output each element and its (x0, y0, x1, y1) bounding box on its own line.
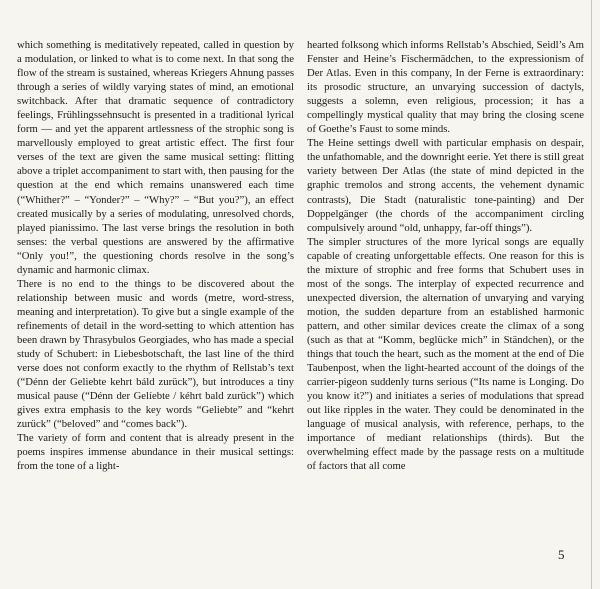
right-column (307, 38, 584, 473)
paragraph: The Heine settings dwell with particular emphasis on despair, the unfathomable, and the downright eerie. Yet there is still great variety between Der Atlas (the state of mind depicted in the graphic tremolos and strong accents, the vehement dynamic contrasts), Die Stadt (naturalistic tone-painting) and Der Doppelgänger (the chords of the accompaniment circling compulsively around “old, unhappy, far-off things”). (307, 137, 584, 234)
page-number: 5 (558, 547, 565, 562)
left-column (17, 38, 294, 473)
page-edge-divider (591, 0, 592, 589)
paragraph: The variety of form and content that is already present in the poems inspires immense abundance in their musical settings: from the tone of a light- (17, 432, 294, 473)
paragraph: There is no end to the things to be discovered about the relationship between music and words (metre, word-stress, meaning and interpretation). To give but a single example of the refinements of detail in the word-setting to which attention has been drawn by Thrasybulos Georgiades, who has made a special study of Schubert: in Liebesbotschaft, the last line of the third verse does not conform exactly to the rhythm of Rellstab’s text (“Dénn der Geliebte kehrt báld zurück”), but introduces a tiny musical pause (“Dénn der Gelíebte / kéhrt bald zurück”) which gives extra emphasis to the key words “Geliebte” and “kehrt zurück” (“beloved” and “comes back”). (17, 277, 294, 431)
paragraph: The simpler structures of the more lyrical songs are equally capable of creating unforgettable effects. One reason for this is the mixture of strophic and free forms that Schubert uses in most of the songs. The interplay of expected recurrence and unexpected diversion, the alternation of unvarying and varying motion, the sudden departure from an established harmonic pattern, and other similar devices create the climax of a song (such as that at “Komm, beglücke mich” in Ständchen), or the things that touch the heart, such as the moment at the end of Die Taubenpost, when the light-hearted account of the doings of the carrier-pigeon suddenly turns serious (“Its name is Longing. Do you know it?”) and initiates a series of modulations that spread out like ripples in the water. They could be denominated in the language of musical analysis, with reference, perhaps, to the importance of mediant relationships (thirds). But the overwhelming effect made by the passage rests on a multitude of factors that all come (307, 235, 584, 473)
paragraph: which something is meditatively repeated, called in question by a modulation, or linked to what is to come next. In that song the flow of the stream is sustained, whereas Kriegers Ahnung passes through a series of wildly varying states of mind, an emotional switchback. After that dramatic sequence of contradictory feelings, Frühlingssehnsucht is presented in a traditional lyrical form — and yet the apparent artlessness of the strophic song is marvellously employed to great artistic effect. The first four verses of the text are given the same musical setting: flitting above a triplet accompaniment to start with, then pausing for the question at the end which remains unanswered each time (“Whither?” – “Yonder?” – “Why?” – “But you?”), an effect created musically by a series of modulating, unresolved chords, played pianissimo. The last verse brings the resolution in both senses: the verbal questions are answered by the affirmative “Only you!”, the questioning chords resolve in the song’s dynamic and harmonic climax. (17, 39, 294, 276)
paragraph: hearted folksong which informs Rellstab’s Abschied, Seidl’s Am Fenster and Heine’s Fischermädchen, to the expressionism of Der Atlas. Even in this company, In der Ferne is extraordinary: its prosodic structure, an unvarying succession of dactyls, suggests a solemn, even religious, procession; it has a compellingly mystical quality that may bring the closing scene of Goethe’s Faust to some minds. (307, 39, 584, 136)
